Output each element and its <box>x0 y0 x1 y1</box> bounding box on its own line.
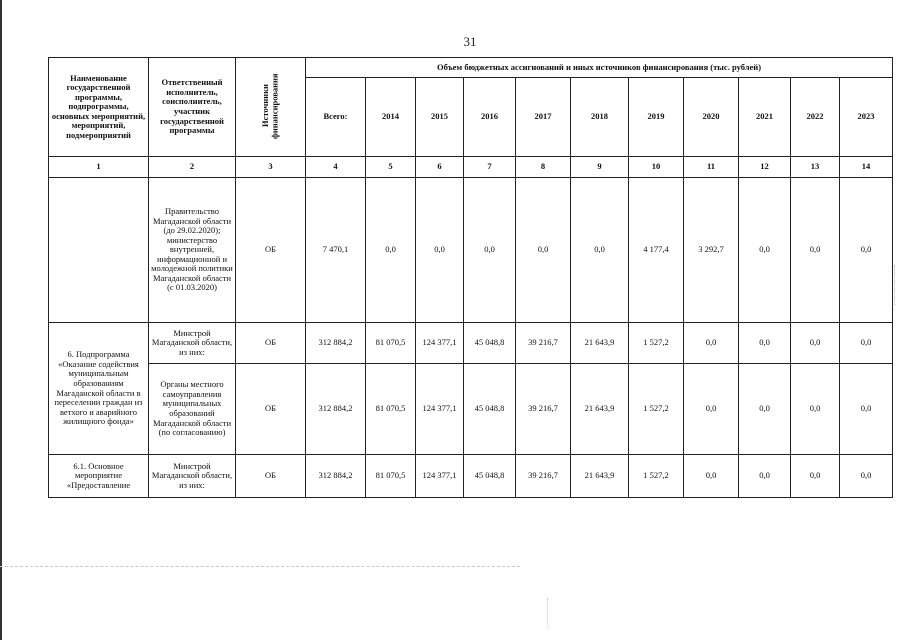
header-year: 2018 <box>571 78 629 157</box>
header-year: 2020 <box>684 78 739 157</box>
row-value: 45 048,8 <box>464 323 516 364</box>
column-number: 10 <box>629 157 684 178</box>
row-value: 45 048,8 <box>464 364 516 455</box>
table-row <box>49 364 893 455</box>
row-value: 39 216,7 <box>516 455 571 498</box>
row-value: 39 216,7 <box>516 323 571 364</box>
column-number: 1 <box>49 157 149 178</box>
row-executor: Правительство Магаданской области (до 29.02.2020); министерство внутренней, информационной и молодежной политики Магаданской области (с 01.03.2020) <box>149 178 236 323</box>
row-source: ОБ <box>236 455 306 498</box>
header-volume: Объем бюджетных ассигнований и иных источников финансирования (тыс. рублей) <box>306 58 893 78</box>
row-value: 45 048,8 <box>464 455 516 498</box>
row-value: 0,0 <box>739 455 791 498</box>
row-value: 81 070,5 <box>366 364 416 455</box>
row-value: 0,0 <box>791 364 840 455</box>
row-value: 0,0 <box>416 178 464 323</box>
row-value: 0,0 <box>739 323 791 364</box>
table-row <box>49 323 893 364</box>
header-source <box>236 58 306 157</box>
budget-table <box>48 57 893 498</box>
header-source-label: Источники финансирования <box>260 73 280 139</box>
row-value: 0,0 <box>464 178 516 323</box>
row-source: ОБ <box>236 323 306 364</box>
row-value: 1 527,2 <box>629 323 684 364</box>
page-number: 31 <box>463 34 477 49</box>
header-year: 2023 <box>840 78 893 157</box>
header-total: Всего: <box>306 78 366 157</box>
row-name: 6.1. Основное мероприятие «Предоставление <box>49 455 149 498</box>
column-number: 7 <box>464 157 516 178</box>
column-number: 2 <box>149 157 236 178</box>
row-value: 0,0 <box>840 364 893 455</box>
row-executor: Минстрой Магаданской области, из них: <box>149 455 236 498</box>
row-total: 312 884,2 <box>306 455 366 498</box>
header-name: Наименование государственной программы, подпрограммы, основных мероприятий, мероприятий, подмероприятий <box>49 58 149 157</box>
header-executor: Ответственный исполнитель, соисполнитель, участник государственной программы <box>149 58 236 157</box>
row-executor: Минстрой Магаданской области, из них: <box>149 323 236 364</box>
row-total: 312 884,2 <box>306 364 366 455</box>
row-value: 0,0 <box>840 455 893 498</box>
row-value: 124 377,1 <box>416 364 464 455</box>
row-value: 0,0 <box>684 323 739 364</box>
header-year: 2015 <box>416 78 464 157</box>
column-number: 4 <box>306 157 366 178</box>
row-value: 3 292,7 <box>684 178 739 323</box>
header-year: 2022 <box>791 78 840 157</box>
row-value: 0,0 <box>739 178 791 323</box>
header-year: 2016 <box>464 78 516 157</box>
table-row <box>49 178 893 323</box>
column-number: 9 <box>571 157 629 178</box>
row-value: 124 377,1 <box>416 323 464 364</box>
header-year: 2017 <box>516 78 571 157</box>
row-value: 39 216,7 <box>516 364 571 455</box>
row-total: 7 470,1 <box>306 178 366 323</box>
row-value: 124 377,1 <box>416 455 464 498</box>
row-source: ОБ <box>236 178 306 323</box>
row-value: 0,0 <box>739 364 791 455</box>
row-total: 312 884,2 <box>306 323 366 364</box>
table-row <box>49 455 893 498</box>
row-value: 81 070,5 <box>366 323 416 364</box>
scan-artifact-marks <box>894 265 901 305</box>
row-value: 0,0 <box>791 455 840 498</box>
row-source: ОБ <box>236 364 306 455</box>
row-value: 0,0 <box>684 364 739 455</box>
column-number: 13 <box>791 157 840 178</box>
column-number: 6 <box>416 157 464 178</box>
row-value: 0,0 <box>516 178 571 323</box>
column-number: 12 <box>739 157 791 178</box>
row-value: 0,0 <box>791 323 840 364</box>
row-value: 21 643,9 <box>571 364 629 455</box>
column-number: 11 <box>684 157 739 178</box>
column-number: 5 <box>366 157 416 178</box>
row-value: 0,0 <box>366 178 416 323</box>
column-number: 3 <box>236 157 306 178</box>
row-name <box>49 178 149 323</box>
row-value: 4 177,4 <box>629 178 684 323</box>
row-executor: Органы местного самоуправления муниципальных образований Магаданской области (по согласованию) <box>149 364 236 455</box>
header-year: 2019 <box>629 78 684 157</box>
scan-artifact-dots <box>547 598 549 628</box>
row-value: 0,0 <box>840 178 893 323</box>
scan-artifact-line <box>0 566 520 567</box>
column-number: 8 <box>516 157 571 178</box>
row-value: 0,0 <box>684 455 739 498</box>
row-value: 81 070,5 <box>366 455 416 498</box>
row-name: 6. Подпрограмма «Оказание содействия муниципальным образованиям Магаданской области в переселении граждан из ветхого и аварийного жилищного фонда» <box>49 323 149 455</box>
row-value: 1 527,2 <box>629 455 684 498</box>
row-value: 21 643,9 <box>571 455 629 498</box>
row-value: 0,0 <box>791 178 840 323</box>
header-year: 2021 <box>739 78 791 157</box>
row-value: 1 527,2 <box>629 364 684 455</box>
scan-left-edge <box>0 0 2 640</box>
row-value: 21 643,9 <box>571 323 629 364</box>
row-value: 0,0 <box>840 323 893 364</box>
row-value: 0,0 <box>571 178 629 323</box>
column-number: 14 <box>840 157 893 178</box>
header-year: 2014 <box>366 78 416 157</box>
